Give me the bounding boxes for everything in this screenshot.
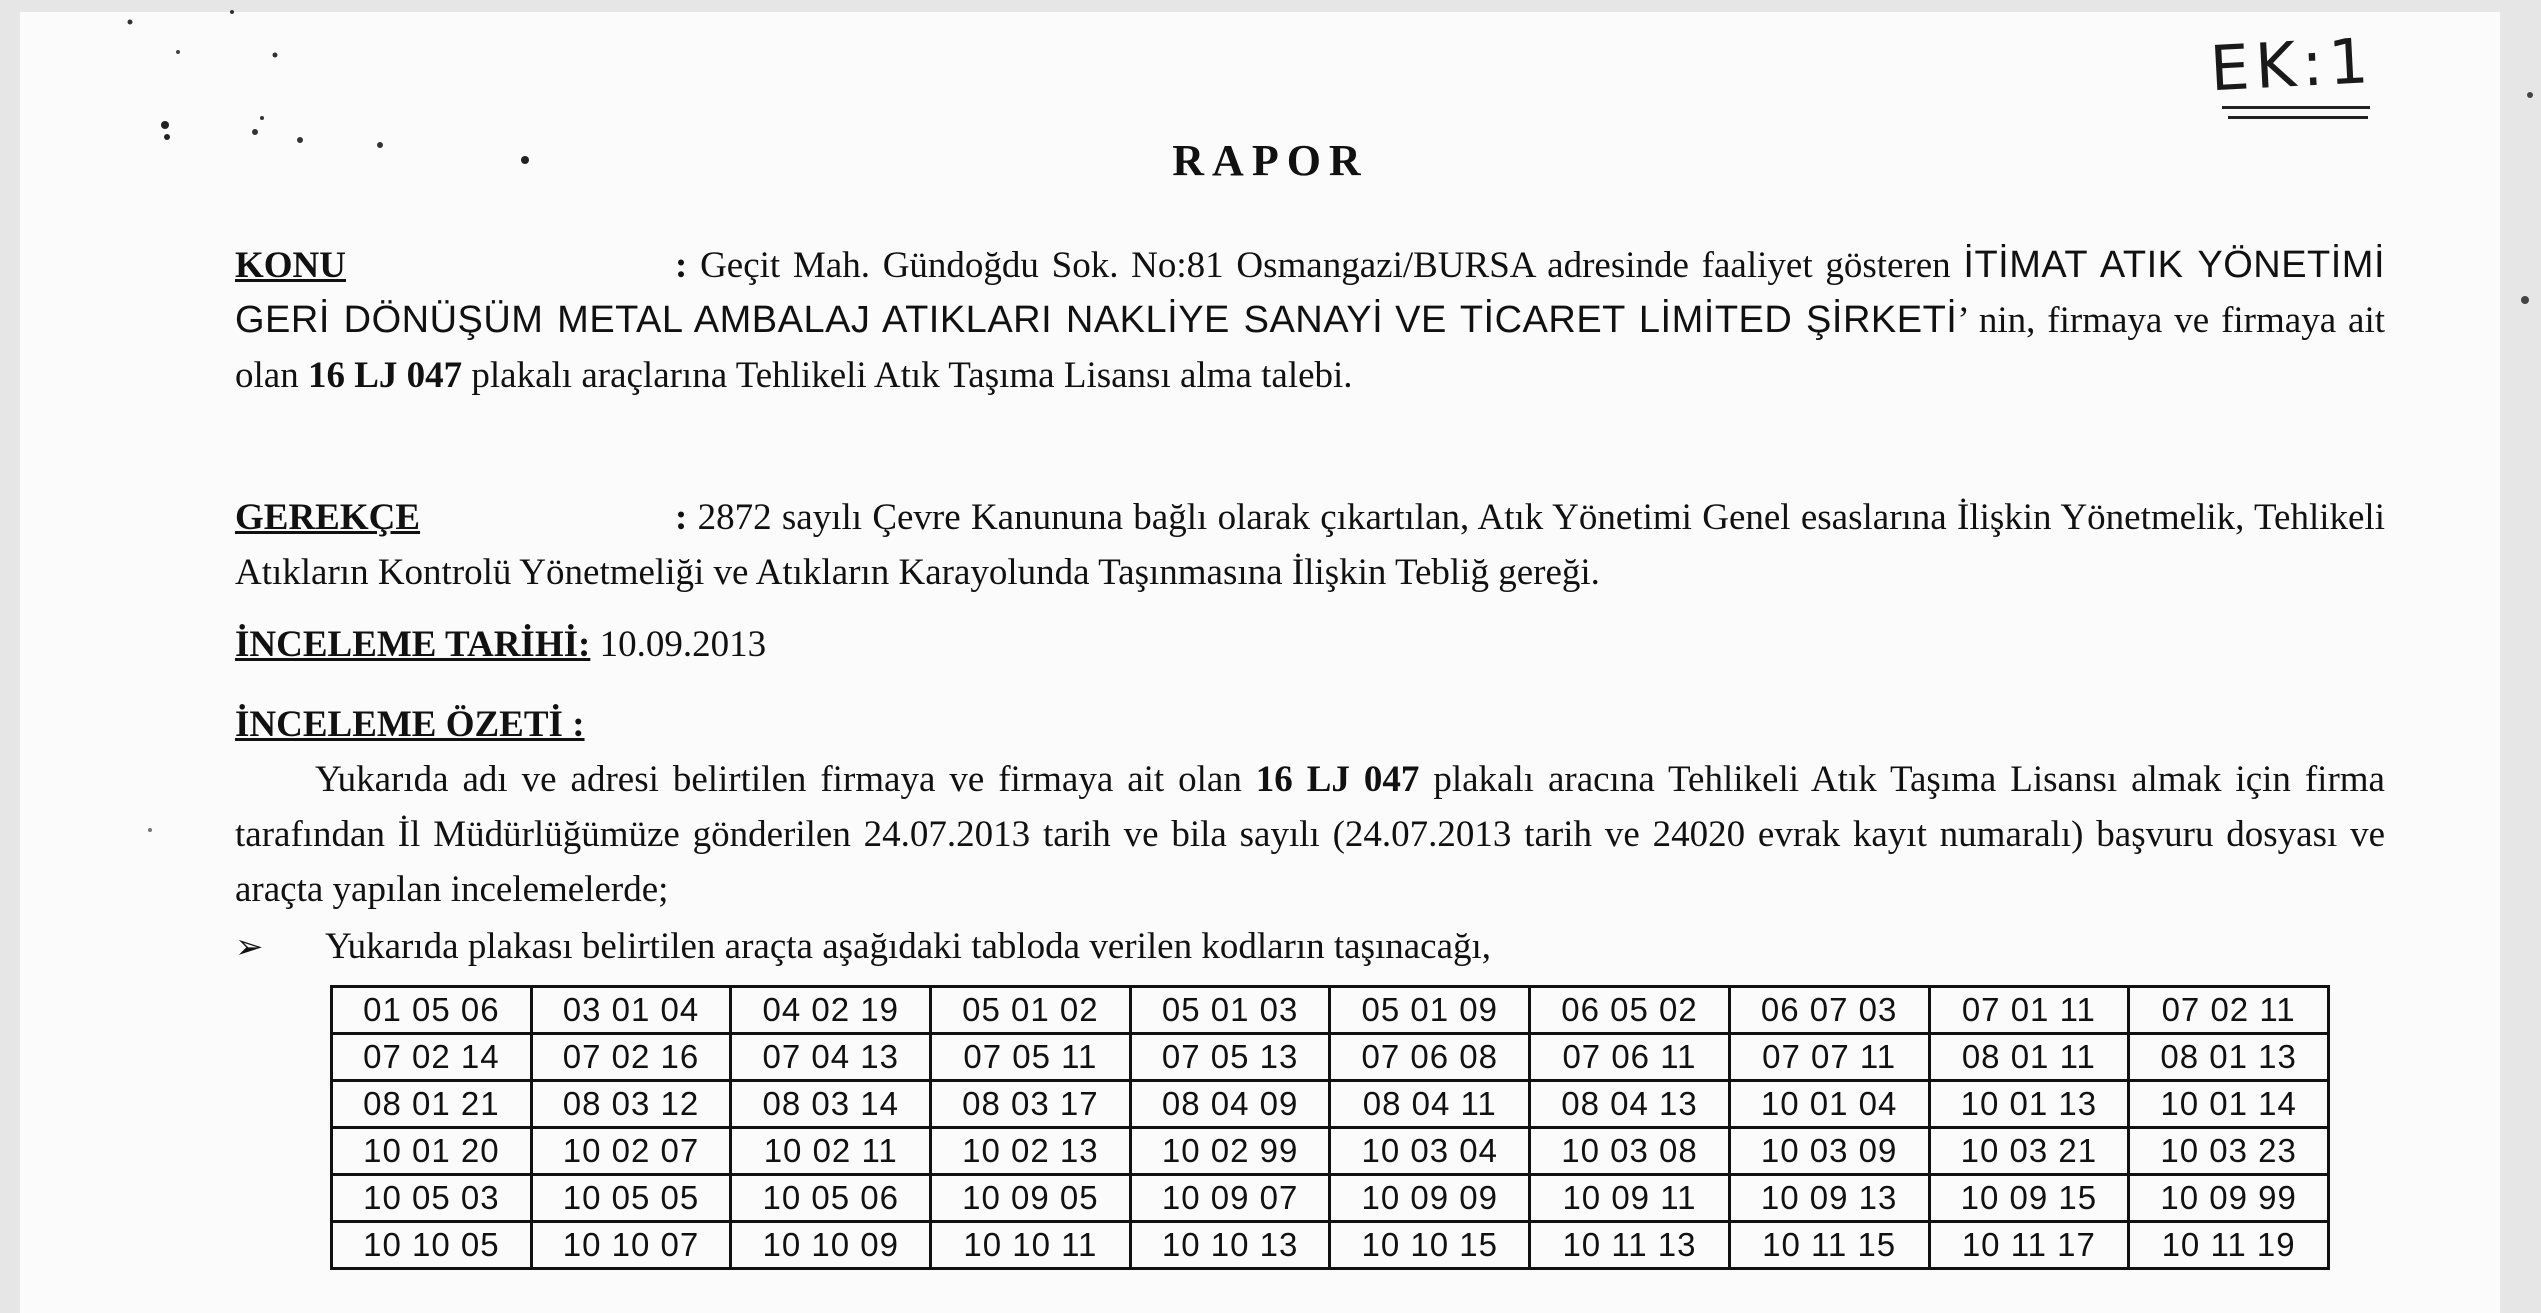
table-cell: 10 05 05 (531, 1175, 731, 1222)
table-cell: 10 01 04 (1729, 1081, 1929, 1128)
table-cell: 01 05 06 (332, 987, 532, 1034)
table-cell: 10 03 21 (1929, 1128, 2129, 1175)
company-name-line2: VE TİCARET LİMİTED ŞİRKETİ (1395, 299, 1958, 341)
table-row (332, 1175, 2329, 1222)
table-cell: 10 11 17 (1929, 1222, 2129, 1269)
table-cell: 10 10 09 (731, 1222, 931, 1269)
konu-address: Geçit Mah. Gündoğdu Sok. No:81 Osmangazi/BURSA adresinde faaliyet gösteren (700, 245, 1951, 286)
table-cell: 10 01 13 (1929, 1081, 2129, 1128)
konu-section (235, 238, 2385, 403)
konu-suffix2: plakalı araçlarına Tehlikeli Atık Taşıma Lisansı alma talebi. (462, 355, 1353, 396)
konu-label: KONU (235, 245, 346, 286)
table-cell: 08 03 17 (931, 1081, 1131, 1128)
bullet-item (235, 925, 1491, 968)
table-cell: 08 01 13 (2129, 1034, 2329, 1081)
table-cell: 06 05 02 (1530, 987, 1730, 1034)
table-cell: 03 01 04 (531, 987, 731, 1034)
vehicle-plate: 16 LJ 047 (307, 355, 463, 396)
stamp-underline (2228, 116, 2368, 119)
table-cell: 07 06 11 (1530, 1034, 1730, 1081)
gerekce-text: 2872 sayılı Çevre Kanununa bağlı olarak çıkartılan, Atık Yönetimi Genel esaslarına İlişkin Yönetmelik, Tehlikeli Atıkların Kontrolü Yönetmeliği ve Atıkların Karayolunda Taşınmasına İlişkin Tebliğ gereği. (235, 497, 2385, 593)
table-cell: 07 07 11 (1729, 1034, 1929, 1081)
inceleme-tarihi-label: İNCELEME TARİHİ: (235, 624, 591, 665)
table-cell: 07 06 08 (1330, 1034, 1530, 1081)
table-cell: 10 02 99 (1130, 1128, 1330, 1175)
table-cell: 10 10 13 (1130, 1222, 1330, 1269)
table-cell: 10 03 09 (1729, 1128, 1929, 1175)
table-row (332, 1222, 2329, 1269)
konu-sep: : (675, 245, 688, 286)
table-cell: 07 02 16 (531, 1034, 731, 1081)
konu-suffix1: ’ nin, firmaya ve firmaya ait olan (235, 300, 2386, 396)
inceleme-tarihi-value: 10.09.2013 (599, 624, 767, 665)
table-cell: 10 02 13 (931, 1128, 1131, 1175)
table-cell: 10 11 15 (1729, 1222, 1929, 1269)
table-cell: 10 09 11 (1530, 1175, 1730, 1222)
table-cell: 07 04 13 (731, 1034, 931, 1081)
stamp-ek1 (2208, 23, 2380, 128)
table-cell: 10 11 19 (2129, 1222, 2329, 1269)
table-cell: 10 10 07 (531, 1222, 731, 1269)
table-cell: 10 09 13 (1729, 1175, 1929, 1222)
stamp-underline (2222, 106, 2370, 109)
table-cell: 10 10 15 (1330, 1222, 1530, 1269)
table-cell: 07 01 11 (1929, 987, 2129, 1034)
inceleme-ozeti-part2: plakalı aracına Tehlikeli Atık Taşıma Lisansı almak için firma tarafından İl Müdürlüğümüze gönderilen 24.07.2013 tarih ve bila sayılı (24.07.2013 tarih ve 24020 evrak kayıt numaralı) başvuru dosyası ve araçta yapılan incelemelerde; (235, 759, 2385, 910)
stamp-text: EK:1 (2208, 23, 2376, 106)
table-row (332, 1081, 2329, 1128)
gerekce-section (235, 490, 2385, 600)
table-cell: 07 02 14 (332, 1034, 532, 1081)
table-cell: 10 10 05 (332, 1222, 532, 1269)
table-row (332, 1034, 2329, 1081)
table-cell: 08 03 12 (531, 1081, 731, 1128)
table-cell: 10 03 04 (1330, 1128, 1530, 1175)
table-cell: 10 09 09 (1330, 1175, 1530, 1222)
gerekce-label: GEREKÇE (235, 497, 421, 538)
inceleme-ozeti-label: İNCELEME ÖZETİ : (235, 704, 585, 745)
gerekce-sep: : (675, 497, 688, 538)
bullet-text: Yukarıda plakası belirtilen araçta aşağıdaki tabloda verilen kodların taşınacağı, (325, 926, 1492, 967)
table-cell: 08 04 09 (1130, 1081, 1330, 1128)
table-cell: 05 01 02 (931, 987, 1131, 1034)
table-cell: 10 09 07 (1130, 1175, 1330, 1222)
table-cell: 08 01 21 (332, 1081, 532, 1128)
table-cell: 10 03 08 (1530, 1128, 1730, 1175)
table-cell: 10 03 23 (2129, 1128, 2329, 1175)
page-title: RAPOR (1172, 136, 1369, 185)
inceleme-ozeti-part1: Yukarıda adı ve adresi belirtilen firmaya ve firmaya ait olan (315, 759, 1256, 800)
table-cell: 10 11 13 (1530, 1222, 1730, 1269)
table-cell: 08 04 11 (1330, 1081, 1530, 1128)
table-cell: 05 01 03 (1130, 987, 1330, 1034)
table-cell: 05 01 09 (1330, 987, 1530, 1034)
bullet-arrow-icon: ➢ (235, 929, 264, 966)
inceleme-ozeti-section (235, 697, 2385, 917)
table-row (332, 987, 2329, 1034)
table-cell: 10 09 05 (931, 1175, 1131, 1222)
waste-code-table (330, 985, 2330, 1270)
table-cell: 10 01 20 (332, 1128, 532, 1175)
table-cell: 10 09 15 (1929, 1175, 2129, 1222)
inceleme-tarihi-section (235, 617, 2385, 672)
table-cell: 07 05 11 (931, 1034, 1131, 1081)
company-name-line1: İTİMAT ATIK YÖNETİMİ GERİ DÖNÜŞÜM METAL AMBALAJ ATIKLARI NAKLİYE SANAYİ (235, 244, 2386, 341)
table-cell: 10 02 11 (731, 1128, 931, 1175)
table-cell: 07 02 11 (2129, 987, 2329, 1034)
table-cell: 10 05 03 (332, 1175, 532, 1222)
table-cell: 08 03 14 (731, 1081, 931, 1128)
inceleme-ozeti-plate: 16 LJ 047 (1255, 759, 1420, 800)
table-cell: 10 01 14 (2129, 1081, 2329, 1128)
table-cell: 10 10 11 (931, 1222, 1131, 1269)
table-cell: 04 02 19 (731, 987, 931, 1034)
table-cell: 10 09 99 (2129, 1175, 2329, 1222)
table-row (332, 1128, 2329, 1175)
table-cell: 10 02 07 (531, 1128, 731, 1175)
table-cell: 08 04 13 (1530, 1081, 1730, 1128)
table-cell: 07 05 13 (1130, 1034, 1330, 1081)
table-cell: 06 07 03 (1729, 987, 1929, 1034)
table-cell: 10 05 06 (731, 1175, 931, 1222)
table-cell: 08 01 11 (1929, 1034, 2129, 1081)
